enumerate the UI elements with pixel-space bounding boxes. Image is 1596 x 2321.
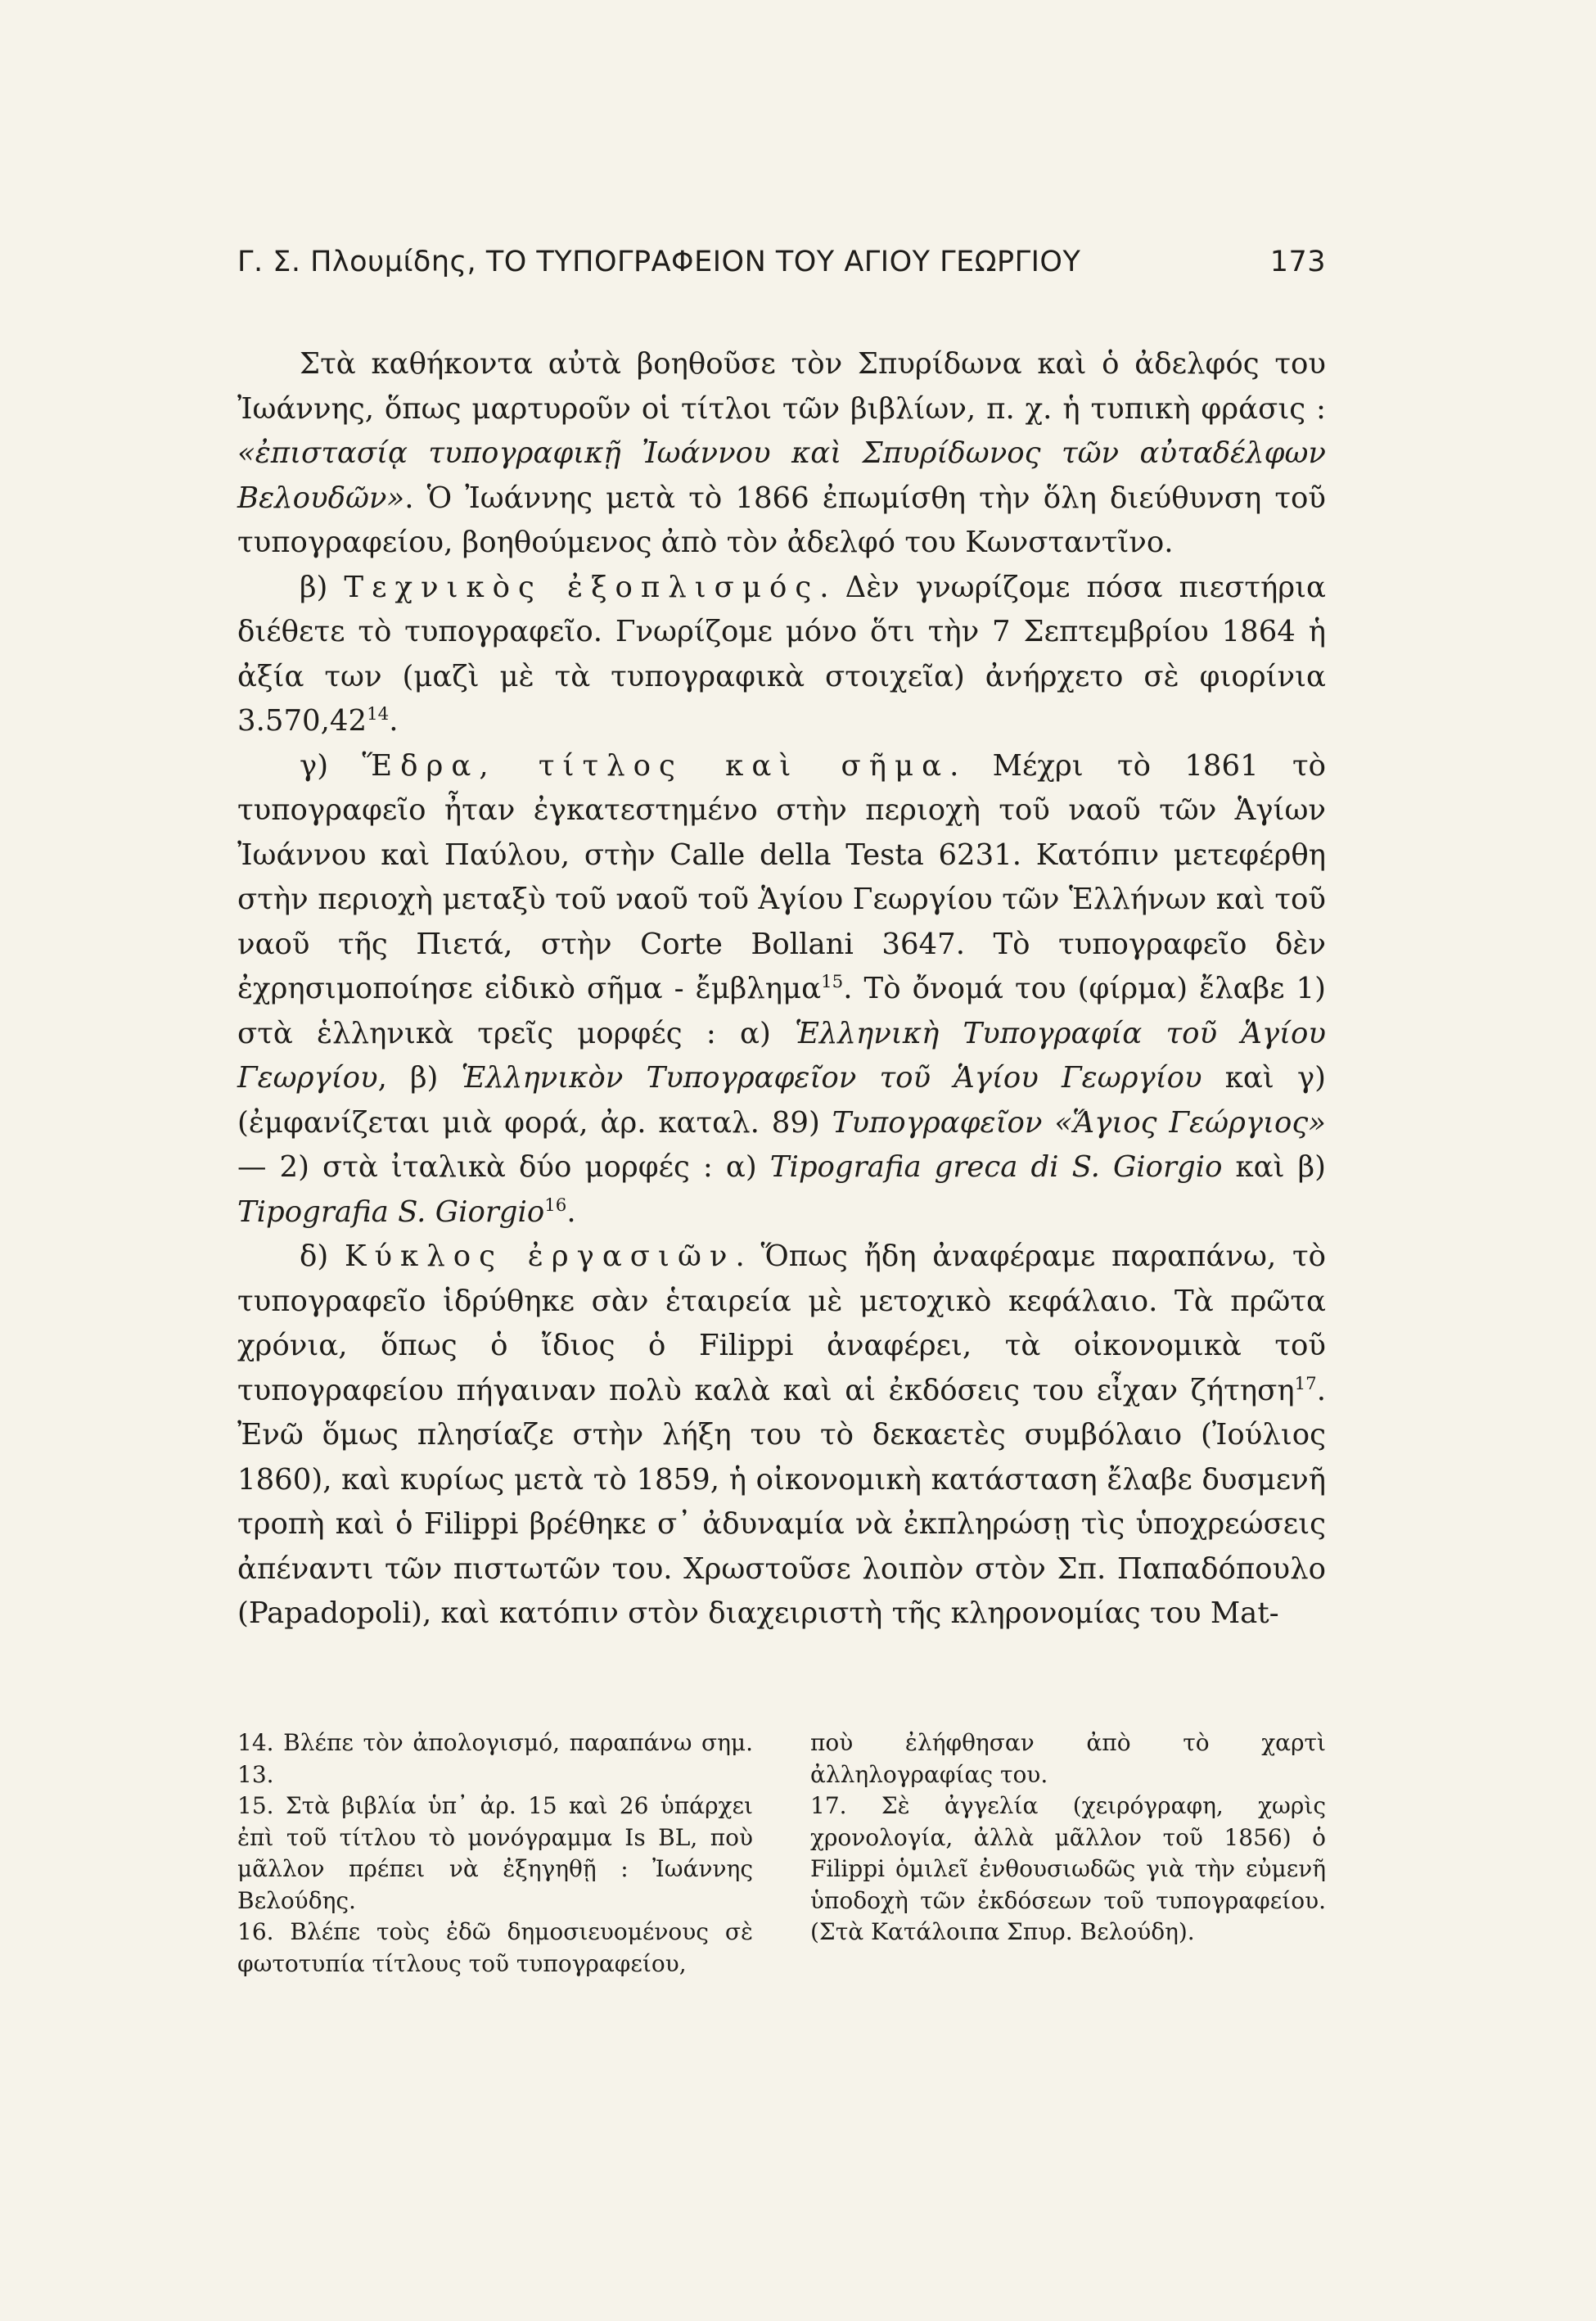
text-run: . Ἐνῶ ὅμως πλησίαζε στὴν λήξη του τὸ δεκαετὲς συμβόλαιο (Ἰούλιος 1860), καὶ κυρίως μετὰ τὸ 1859, ἡ οἰκονομικὴ κατάσταση ἔλαβε δυσμενῆ τροπὴ καὶ ὁ Filippi βρέθηκε σ᾽ ἀδυναμία νὰ ἐκπληρώσῃ τὶς ὑποχρεώσεις ἀπέναντι τῶν πιστωτῶν του. Χρωστοῦσε λοιπὸν στὸν Σπ. Παπαδόπουλο (Papadopoli), καὶ κατόπιν στὸν διαχειριστὴ τῆς κληρονομίας του Mat- [237,1373,1326,1630]
section-heading-spaced: Κύκλος ἐργασιῶν [344,1240,736,1273]
footnote-16: 16. Βλέπε τοὺς ἐδῶ δημοσιευομένους σὲ φωτοτυπία τίτλους τοῦ τυπογραφείου, [237,1918,753,1977]
footnote-17: 17. Σὲ ἀγγελία (χειρόγραφη, χωρὶς χρονολογία, ἀλλὰ μᾶλλον τοῦ 1856) ὁ Filippi ὁμιλεῖ ἐνθουσιωδῶς γιὰ τὴν εὐμενῆ ὑποδοχὴ τῶν ἐκδόσεων τοῦ τυπογραφείου. (Στὰ Κατάλοιπα Σπυρ. Βελούδη). [810,1792,1326,1945]
footnote-ref-16[interactable]: 16 [544,1194,567,1216]
text-run: — 2) στὰ ἰταλικὰ δύο μορφές : α) [237,1150,770,1184]
italic-title: Ἑλληνικὸν Τυπογραφεῖον τοῦ Ἁγίου Γεωργίου [461,1061,1202,1095]
text-run: . Ὁ Ἰωάννης μετὰ τὸ 1866 ἐπωμίσθη τὴν ὅλη διεύθυνση τοῦ τυπογραφείου, βοηθούμενος ἀπὸ τὸν ἀδελφό του Κωνσταντῖνο. [237,481,1326,559]
italic-title: Tipografia greca di S. Giorgio [769,1150,1223,1184]
footnotes-left-column [237,1727,753,1980]
footnote-ref-17[interactable]: 17 [1294,1373,1317,1394]
footnote-ref-15[interactable]: 15 [821,972,844,993]
text-run: καὶ β) [1222,1150,1326,1184]
text-run: γ) [300,748,363,783]
footnote-16-continued: ποὺ ἐλήφθησαν ἀπὸ τὸ χαρτὶ ἀλληλογραφίας του. [810,1729,1326,1788]
text-run: καὶ γ) (ἐμφανίζεται μιὰ φορά, ἀρ. καταλ. 89) [237,1061,1327,1140]
paragraph-3 [237,744,1326,1235]
paragraph-2 [237,566,1326,744]
footnote-14: 14. Βλέπε τὸν ἀπολογισμό, παραπάνω σημ. 13. [237,1729,753,1788]
paragraph-1 [237,342,1326,566]
page-number: 173 [1269,246,1326,278]
paragraph-4 [237,1235,1326,1637]
text-run: δ) [300,1240,345,1273]
footnote-ref-14[interactable]: 14 [367,704,390,725]
italic-title: Τυπογραφεῖον «Ἅγιος Γεώργιος» [832,1105,1326,1140]
text-run: Στὰ καθήκοντα αὐτὰ βοηθοῦσε τὸν Σπυρίδωνα καὶ ὁ ἀδελφός του Ἰωάννης, ὅπως μαρτυροῦν οἱ τίτλοι τῶν βιβλίων, π. χ. ἡ τυπικὴ φράσις : [237,347,1326,426]
italic-title: Tipografia S. Giorgio [237,1194,545,1229]
text-run: . Δὲν γνωρίζομε πόσα πιεστήρια διέθετε τὸ τυπογραφεῖο. Γνωρίζομε μόνο ὅτι τὴν 7 Σεπτεμβρίου 1864 ἡ ἀξία των (μαζὶ μὲ τὰ τυπογραφικὰ στοιχεῖα) ἀνήρχετο σὲ φιορίνια 3.570,42 [237,570,1326,738]
italic-quote: «ἐπιστασίᾳ τυπογραφικῇ Ἰωάννου καὶ Σπυρίδωνος τῶν αὐταδέλφων Βελουδῶν» [237,436,1326,515]
running-title: Γ. Σ. Πλουμίδης, ΤΟ ΤΥΠΟΓΡΑΦΕΙΟΝ ΤΟΥ ΑΓΙΟΥ ΓΕΩΡΓΙΟΥ [237,246,1081,278]
section-heading-spaced: Τεχνικὸς ἐξοπλισμός [344,570,820,604]
text-run: , β) [377,1061,462,1095]
footnote-15: 15. Στὰ βιβλία ὑπ᾽ ἀρ. 15 καὶ 26 ὑπάρχει ἐπὶ τοῦ τίτλου τὸ μονόγραμμα Is BL, ποὺ μᾶλλον πρέπει νὰ ἐξηγηθῇ : Ἰωάννης Βελούδης. [237,1792,753,1914]
footnotes-right-column [810,1727,1326,1980]
text-run: . [566,1194,576,1229]
text-run: . Τὸ ὄνομά του (φίρμα) ἔλαβε 1) στὰ ἑλληνικὰ τρεῖς μορφές : α) [237,972,1326,1050]
text-run: β) [300,570,345,604]
running-header [237,246,1326,278]
main-text [237,342,1326,1637]
footnotes [237,1727,1326,1980]
text-run: . Ὅπως ἤδη ἀναφέραμε παραπάνω, τὸ τυπογραφεῖο ἱδρύθηκε σὰν ἑταιρεία μὲ μετοχικὸ κεφάλαιο. Τὰ πρῶτα χρόνια, ὅπως ὁ ἴδιος ὁ Filippi ἀναφέρει, τὰ οἰκονομικὰ τοῦ τυπογραφείου πήγαιναν πολὺ καλὰ καὶ αἱ ἐκδόσεις του εἶχαν ζήτηση [237,1240,1326,1407]
text-run: . [389,704,399,738]
text-run: . Μέχρι τὸ 1861 τὸ τυπογραφεῖο ἦταν ἐγκατεστημένο στὴν περιοχὴ τοῦ ναοῦ τῶν Ἁγίων Ἰωάννου καὶ Παύλου, στὴν Calle della Testa 6231. Κατόπιν μετεφέρθη στὴν περιοχὴ μεταξὺ τοῦ ναοῦ τοῦ Ἁγίου Γεωργίου τῶν Ἑλλήνων καὶ τοῦ ναοῦ τῆς Πιετά, στὴν Corte Bollani 3647. Τὸ τυπογραφεῖο δὲν ἐχρησιμοποίησε εἰδικὸ σῆμα - ἔμβλημα [237,748,1326,1005]
italic-title: Ἑλληνικὴ Τυπογραφία τοῦ Ἁγίου Γεωργίου [237,1016,1326,1095]
section-heading-spaced: Ἕδρα, τίτλος καὶ σῆμα [362,748,950,783]
